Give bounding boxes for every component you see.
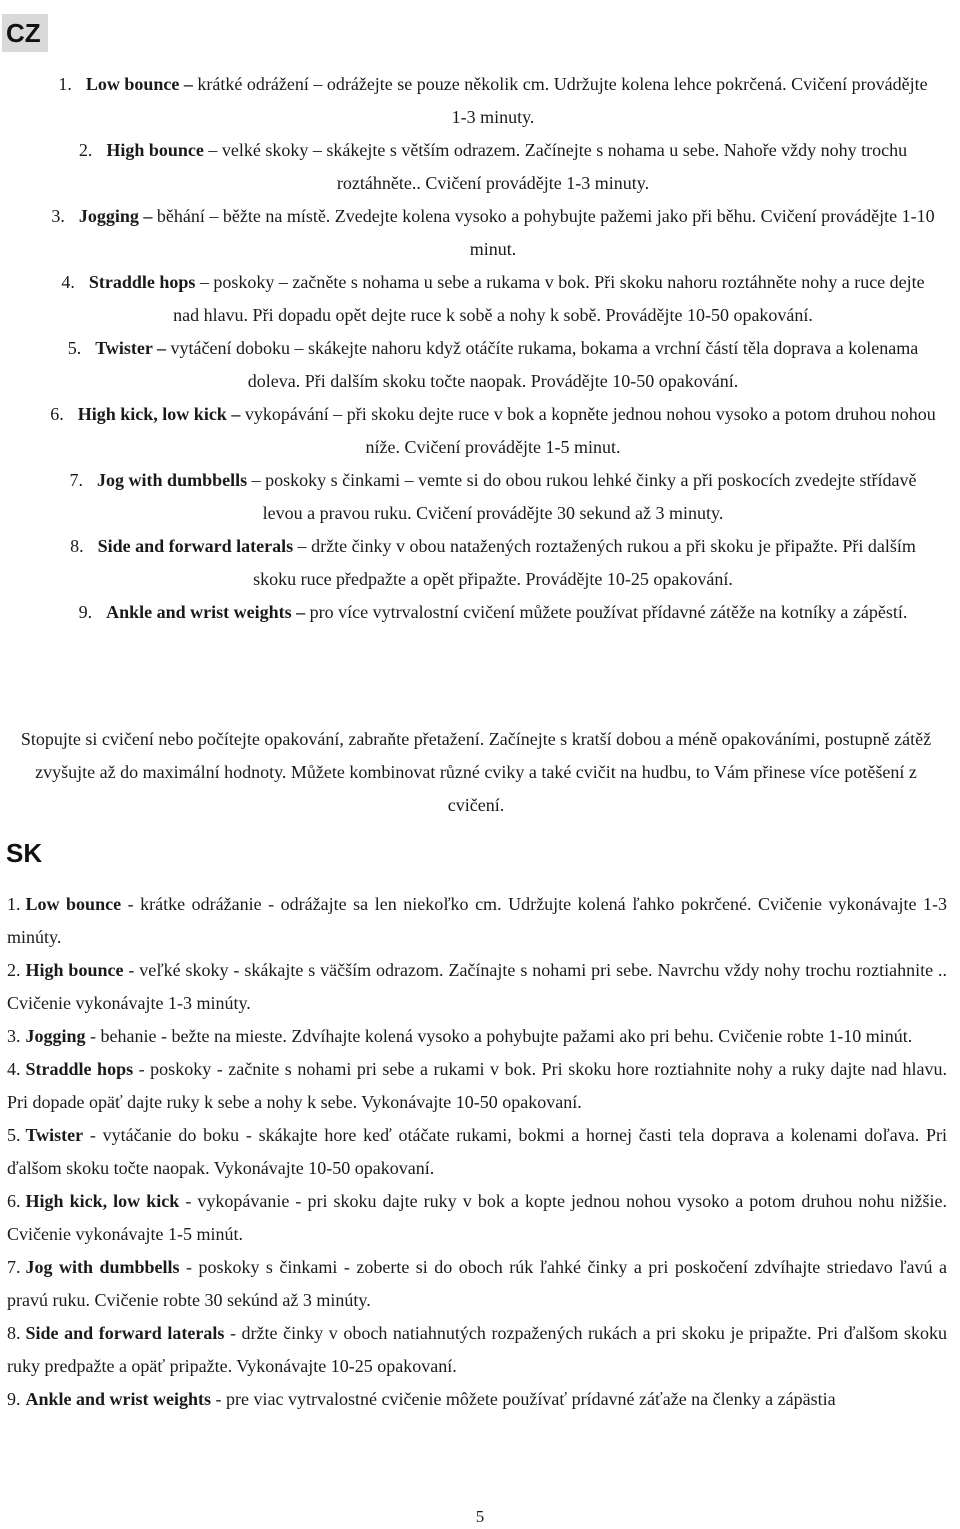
list-item: 8. Side and forward laterals - držte činky v oboch natiahnutých rozpažených rukách a pri skoku je pripažte. Pri ďalšom skoku ruky predpažte a opäť pripažte. Vykonávajte 10-25 opakovaní. xyxy=(7,1323,947,1376)
exercise-description: - vytáčanie do boku - skákajte hore keď otáčate rukami, bokmi a hornej časti tela doprava a kolenami doľava. Pri ďalšom skoku točte naopak. Vykonávajte 10-50 opakovaní. xyxy=(7,1125,947,1178)
exercise-title: Jog with dumbbells xyxy=(25,1257,180,1277)
exercise-title: Jog with dumbbells xyxy=(97,470,248,490)
cz-summary-paragraph: Stopujte si cvičení nebo počítejte opakování, zabraňte přetažení. Začínejte s kratší dobou a méně opakováními, postupně zátěž zvyšujte až do maximální hodnoty. Můžete kombinovat různé cviky a také cvičit na hudbu, to Vám přinese více potěšení z cvičení. xyxy=(20,729,932,815)
list-item: 3. Jogging – běhání – běžte na místě. Zvedejte kolena vysoko a pohybujte pažemi jako při běhu. Cvičení provádějte 1-10 minut. xyxy=(51,206,935,259)
list-item: 2. High bounce – velké skoky – skákejte s větším odrazem. Začínejte s nohama u sebe. Nahoře vždy nohy trochu roztáhněte.. Cvičení provádějte 1-3 minuty. xyxy=(78,140,908,193)
list-item: 7. Jog with dumbbells – poskoky s činkami – vemte si do obou rukou lehké činky a při poskocích zvedejte střídavě levou a pravou ruku. Cvičení provádějte 30 sekund až 3 minuty. xyxy=(69,470,917,523)
exercise-description: vykopávání – při skoku dejte ruce v bok a kopněte jednou nohou vysoko a potom druhou nohou níže. Cvičení provádějte 1-5 minut. xyxy=(240,404,936,457)
exercise-description: - veľké skoky - skákajte s väčším odrazom. Začínajte s nohami pri sebe. Navrchu vždy nohy trochu roztiahnite .. Cvičenie vykonávajte 1-3 minúty. xyxy=(7,960,947,1013)
sk-exercise-list xyxy=(7,888,947,1416)
exercise-title: High kick, low kick – xyxy=(77,404,241,424)
exercise-description: - behanie - bežte na mieste. Zdvíhajte kolená vysoko a pohybujte pažami ako pri behu. Cvičenie robte 1-10 minút. xyxy=(85,1026,913,1046)
exercise-description: - vykopávanie - pri skoku dajte ruky v bok a kopte jednou nohou vysoko a potom druhou nohu nižšie. Cvičenie vykonávajte 1-5 minút. xyxy=(7,1191,947,1244)
list-item: 1. Low bounce – krátké odrážení – odrážejte se pouze několik cm. Udržujte kolena lehce pokrčená. Cvičení provádějte 1-3 minuty. xyxy=(58,74,928,127)
exercise-title: Twister xyxy=(25,1125,84,1145)
exercise-description: běhání – běžte na místě. Zvedejte kolena vysoko a pohybujte pažemi jako při běhu. Cvičení provádějte 1-10 minut. xyxy=(152,206,935,259)
exercise-title: High kick, low kick xyxy=(25,1191,180,1211)
list-item: 9. Ankle and wrist weights – pro více vytrvalostní cvičení můžete používat přídavné zátěže na kotníky a zápěstí. xyxy=(78,602,908,622)
exercise-description: krátké odrážení – odrážejte se pouze několik cm. Udržujte kolena lehce pokrčená. Cvičení provádějte 1-3 minuty. xyxy=(192,74,928,127)
exercise-description: – poskoky s činkami – vemte si do obou rukou lehké činky a při poskocích zvedejte střídavě levou a pravou ruku. Cvičení provádějte 30 sekund až 3 minuty. xyxy=(247,470,917,523)
exercise-description: - poskoky - začnite s nohami pri sebe a rukami v bok. Pri skoku hore roztiahnite nohy a ruky dajte nad hlavu. Pri dopade opäť dajte ruky k sebe a nohy k sebe. Vykonávajte 10-50 opakovaní. xyxy=(7,1059,947,1112)
exercise-description: - krátke odrážanie - odrážajte sa len niekoľko cm. Udržujte kolená ľahko pokrčené. Cvičenie vykonávajte 1-3 minúty. xyxy=(7,894,947,947)
exercise-title: Side and forward laterals xyxy=(97,536,294,556)
list-item: 9. Ankle and wrist weights - pre viac vytrvalostné cvičenie môžete používať prídavné záťaže na členky a zápästia xyxy=(7,1389,836,1409)
list-item: 4. Straddle hops - poskoky - začnite s nohami pri sebe a rukami v bok. Pri skoku hore roztiahnite nohy a ruky dajte nad hlavu. Pri dopade opäť dajte ruky k sebe a nohy k sebe. Vykonávajte 10-50 opakovaní. xyxy=(7,1059,947,1112)
exercise-title: High bounce xyxy=(25,960,124,980)
exercise-description: – velké skoky – skákejte s větším odrazem. Začínejte s nohama u sebe. Nahoře vždy nohy trochu roztáhněte.. Cvičení provádějte 1-3 minuty. xyxy=(203,140,908,193)
exercise-title: High bounce xyxy=(106,140,204,160)
exercise-title: Jogging – xyxy=(78,206,153,226)
list-item: 7. Jog with dumbbells - poskoky s činkami - zoberte si do oboch rúk ľahké činky a pri poskočení zdvíhajte striedavo ľavú a pravú ruku. Cvičenie robte 30 sekúnd až 3 minúty. xyxy=(7,1257,947,1310)
exercise-description: vytáčení doboku – skákejte nahoru když otáčíte rukama, bokama a vrchní částí těla doprava a kolenama doleva. Při dalším skoku točte naopak. Provádějte 10-50 opakování. xyxy=(166,338,919,391)
exercise-title: Twister – xyxy=(95,338,167,358)
list-item: 6. High kick, low kick - vykopávanie - pri skoku dajte ruky v bok a kopte jednou nohou vysoko a potom druhou nohu nižšie. Cvičenie vykonávajte 1-5 minút. xyxy=(7,1191,947,1244)
list-item: 4. Straddle hops – poskoky – začněte s nohama u sebe a rukama v bok. Při skoku nahoru roztáhněte nohy a ruce dejte nad hlavu. Při dopadu opět dejte ruce k sobě a nohy k sobě. Provádějte 10-50 opakování. xyxy=(61,272,925,325)
exercise-title: Side and forward laterals xyxy=(25,1323,225,1343)
exercise-title: Straddle hops xyxy=(25,1059,134,1079)
exercise-description: pro více vytrvalostní cvičení můžete používat přídavné zátěže na kotníky a zápěstí. xyxy=(305,602,908,622)
list-item: 5. Twister – vytáčení doboku – skákejte nahoru když otáčíte rukama, bokama a vrchní částí těla doprava a kolenama doleva. Při dalším skoku točte naopak. Provádějte 10-50 opakování. xyxy=(67,338,919,391)
page-number: 5 xyxy=(475,1507,485,1526)
list-item: 8. Side and forward laterals – držte činky v obou natažených roztažených rukou a při skoku je připažte. Při dalším skoku ruce předpažte a opět připažte. Provádějte 10-25 opakování. xyxy=(70,536,916,589)
exercise-title: Straddle hops xyxy=(88,272,196,292)
list-item: 2. High bounce - veľké skoky - skákajte s väčším odrazom. Začínajte s nohami pri sebe. Navrchu vždy nohy trochu roztiahnite .. Cvičenie vykonávajte 1-3 minúty. xyxy=(7,960,947,1013)
exercise-description: - poskoky s činkami - zoberte si do oboch rúk ľahké činky a pri poskočení zdvíhajte striedavo ľavú a pravú ruku. Cvičenie robte 30 sekúnd až 3 minúty. xyxy=(7,1257,947,1310)
exercise-description: - držte činky v oboch natiahnutých rozpažených rukách a pri skoku je pripažte. Pri ďalšom skoku ruky predpažte a opäť pripažte. Vykonávajte 10-25 opakovaní. xyxy=(7,1323,947,1376)
exercise-title: Low bounce – xyxy=(85,74,193,94)
exercise-title: Ankle and wrist weights – xyxy=(106,602,306,622)
exercise-title: Ankle and wrist weights xyxy=(25,1389,212,1409)
exercise-title: Low bounce xyxy=(25,894,122,914)
list-item: 6. High kick, low kick – vykopávání – při skoku dejte ruce v bok a kopněte jednou nohou vysoko a potom druhou nohou níže. Cvičení provádějte 1-5 minut. xyxy=(50,404,936,457)
list-item: 5. Twister - vytáčanie do boku - skákajte hore keď otáčate rukami, bokmi a hornej časti tela doprava a kolenami doľava. Pri ďalšom skoku točte naopak. Vykonávajte 10-50 opakovaní. xyxy=(7,1125,947,1178)
exercise-description: – poskoky – začněte s nohama u sebe a rukama v bok. Při skoku nahoru roztáhněte nohy a ruce dejte nad hlavu. Při dopadu opět dejte ruce k sobě a nohy k sobě. Provádějte 10-50 opakování. xyxy=(173,272,925,325)
exercise-description: - pre viac vytrvalostné cvičenie môžete používať prídavné záťaže na členky a zápästia xyxy=(211,1389,836,1409)
list-item: 1. Low bounce - krátke odrážanie - odrážajte sa len niekoľko cm. Udržujte kolená ľahko pokrčené. Cvičenie vykonávajte 1-3 minúty. xyxy=(7,894,947,947)
exercise-description: – držte činky v obou natažených roztažených rukou a při skoku je připažte. Při dalším skoku ruce předpažte a opět připažte. Provádějte 10-25 opakování. xyxy=(253,536,916,589)
cz-exercise-list xyxy=(0,68,960,629)
list-item: 3. Jogging - behanie - bežte na mieste. Zdvíhajte kolená vysoko a pohybujte pažami ako pri behu. Cvičenie robte 1-10 minút. xyxy=(7,1026,913,1046)
section-label-cz: CZ xyxy=(2,14,48,52)
exercise-title: Jogging xyxy=(25,1026,86,1046)
section-label-sk: SK xyxy=(6,838,43,868)
